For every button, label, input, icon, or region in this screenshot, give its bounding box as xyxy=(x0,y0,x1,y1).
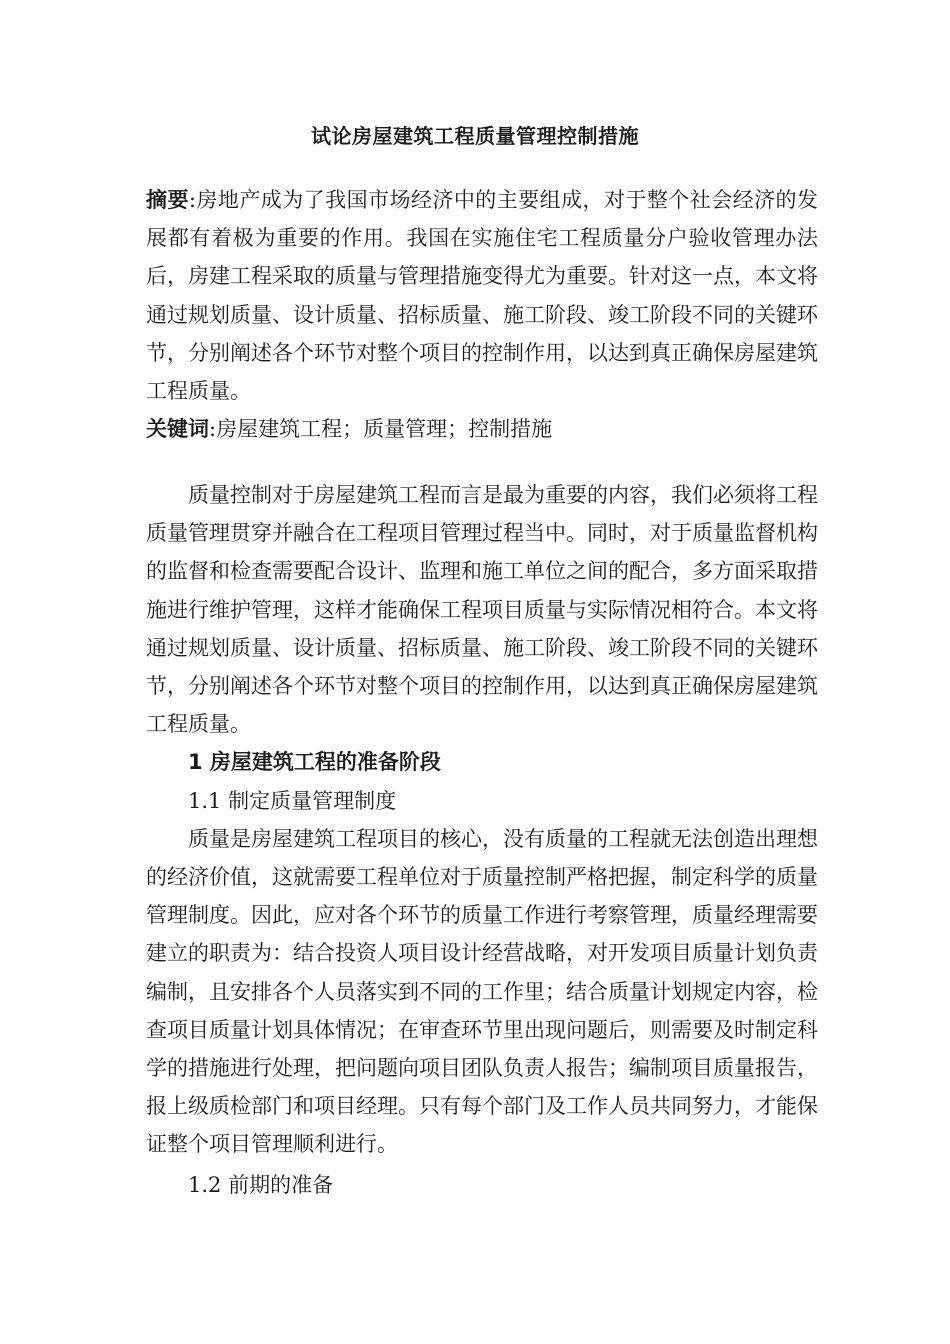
keywords-separator: : xyxy=(209,417,217,442)
section-1-2-heading: 1.2 前期的准备 xyxy=(188,1172,334,1197)
abstract-block xyxy=(146,181,818,448)
abstract-separator: : xyxy=(188,188,196,212)
abstract-text: 房地产成为了我国市场经济中的主要组成，对于整个社会经济的发展都有着极为重要的作用。我国在实施住宅工程质量分户验收管理办法后，房建工程采取的质量与管理措施变得尤为重要。针对这一点，本文将通过规划质量、设计质量、招标质量、施工阶段、竣工阶段不同的关键环节，分别阐述各个环节对整个项目的控制作用，以达到真正确保房屋建筑工程质量。 xyxy=(146,188,819,404)
keywords-line xyxy=(146,410,818,448)
keywords-text: 房屋建筑工程；质量管理；控制措施 xyxy=(216,417,553,442)
intro-paragraph: 质量控制对于房屋建筑工程而言是最为重要的内容，我们必须将工程质量管理贯穿并融合在工程项目管理过程当中。同时，对于质量监督机构的监督和检查需要配合设计、监理和施工单位之间的配合，多方面采取措施进行维护管理，这样才能确保工程项目质量与实际情况相符合。本文将通过规划质量、设计质量、招标质量、施工阶段、竣工阶段不同的关键环节，分别阐述各个环节对整个项目的控制作用，以达到真正确保房屋建筑工程质量。 xyxy=(146,483,818,737)
section-1-1-heading: 1.1 制定质量管理制度 xyxy=(188,788,397,813)
abstract-paragraph xyxy=(146,181,818,410)
section-1-1-paragraph: 质量是房屋建筑工程项目的核心，没有质量的工程就无法创造出理想的经济价值，这就需要工程单位对于质量控制严格把握，制定科学的质量管理制度。因此，应对各个环节的质量工作进行考察管理，质量经理需要建立的职责为：结合投资人项目设计经营战略，对开发项目质量计划负责编制，且安排各个人员落实到不同的工作里；结合质量计划规定内容，检查项目质量计划具体情况；在审查环节里出现问题后，则需要及时制定科学的措施进行处理，把问题向项目团队负责人报告；编制项目质量报告，报上级质检部门和项目经理。只有每个部门及工作人员共同努力，才能保证整个项目管理顺利进行。 xyxy=(146,826,818,1157)
document-title: 试论房屋建筑工程质量管理控制措施 xyxy=(311,124,639,148)
keywords-label: 关键词 xyxy=(146,417,209,442)
body-text xyxy=(146,476,818,1204)
section-1-heading: 1 房屋建筑工程的准备阶段 xyxy=(188,750,441,775)
abstract-label: 摘要 xyxy=(146,188,189,212)
